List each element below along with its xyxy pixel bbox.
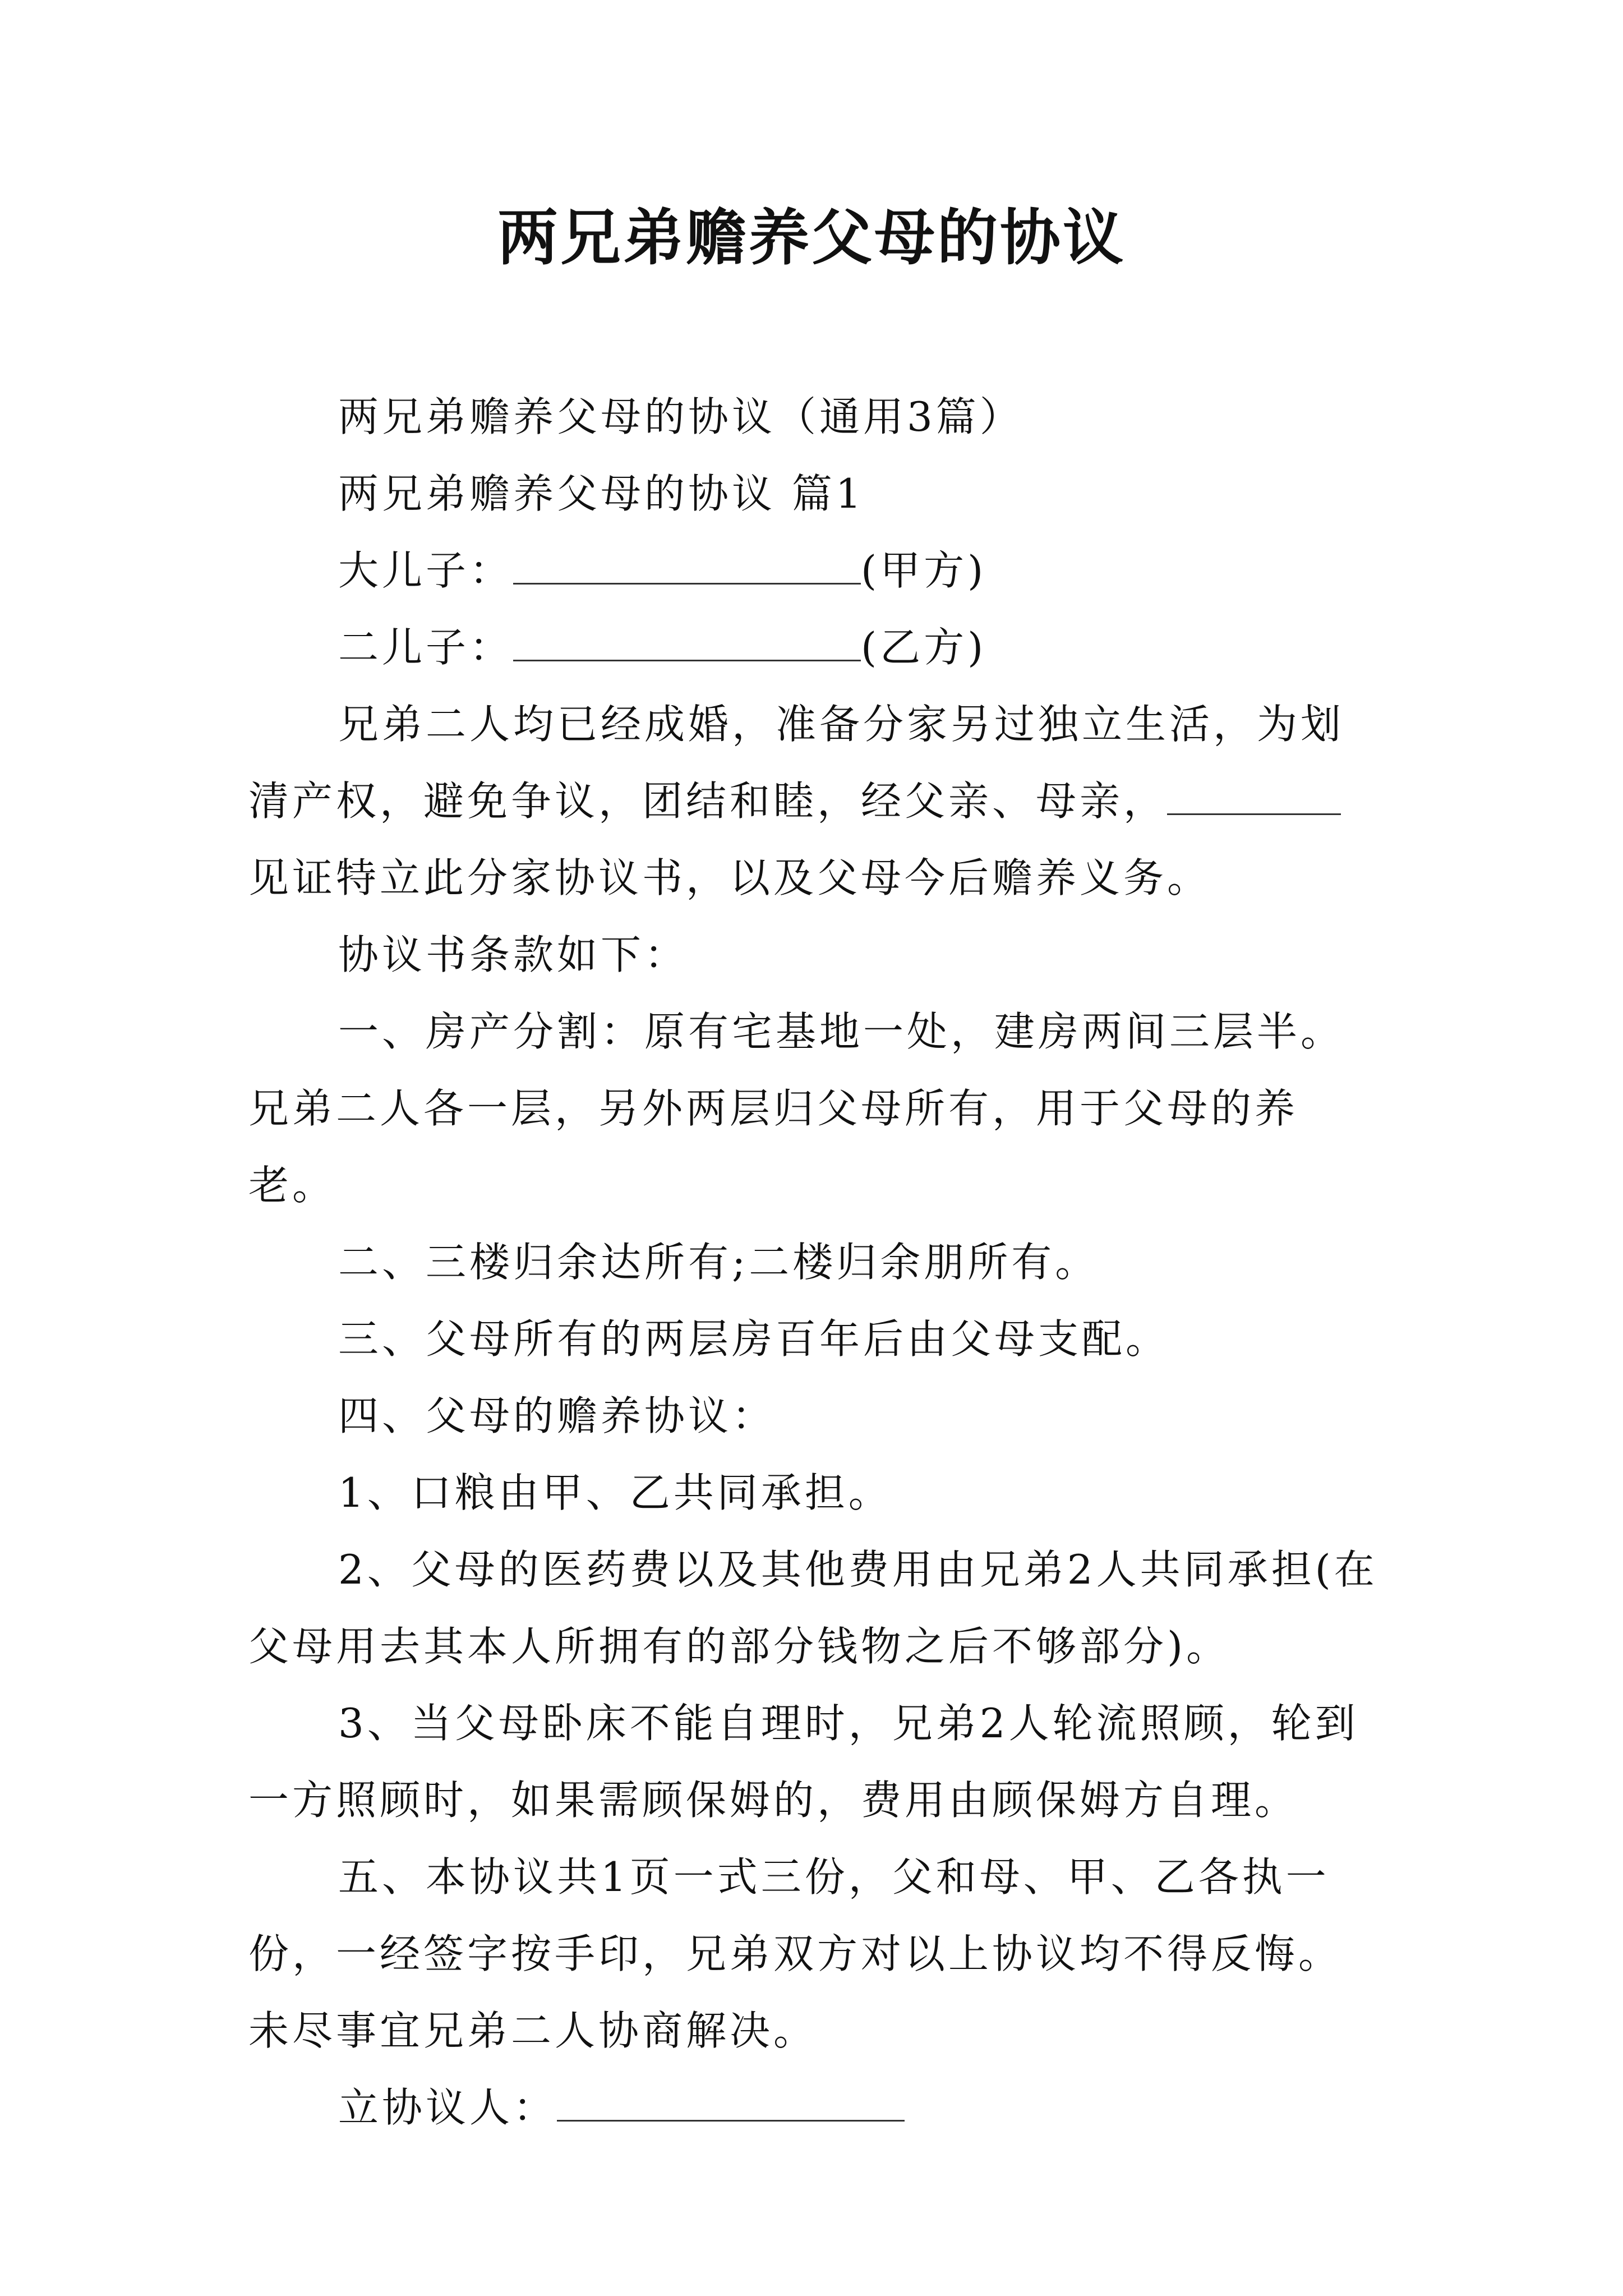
- younger-son-name-blank: [513, 619, 861, 661]
- signer-label: 立协议人：: [338, 2084, 557, 2131]
- clauses-intro: 协议书条款如下：: [338, 931, 689, 978]
- document-title: 两兄弟赡养父母的协议: [497, 203, 1126, 273]
- document-body: [248, 379, 1381, 2146]
- intro-paragraph: [248, 686, 1381, 917]
- clause-5: 五、本协议共1页一式三份，父和母、甲、乙各执一份，一经签字按手印，兄弟双方对以上协议均不得反悔。未尽事宜兄弟二人协商解决。: [248, 1853, 1343, 2054]
- younger-son-line: [248, 609, 1381, 686]
- younger-son-role: (乙方): [861, 624, 987, 671]
- clause-4-2: 2、父母的医药费以及其他费用由兄弟2人共同承担(在父母用去其本人所拥有的部分钱物之后不够部分)。: [248, 1546, 1378, 1670]
- clause-4-3: 3、当父母卧床不能自理时，兄弟2人轮流照顾，轮到一方照顾时，如果需顾保姆的，费用由顾保姆方自理。: [248, 1700, 1359, 1824]
- clause-4: 四、父母的赡养协议：: [338, 1392, 776, 1439]
- elder-son-line: [248, 532, 1381, 609]
- intro-text-part2: 见证特立此分家协议书，以及父母今后赡养义务。: [248, 854, 1211, 901]
- document-subtitle: 两兄弟赡养父母的协议（通用3篇）: [338, 393, 1023, 440]
- clause-4-1: 1、口粮由甲、乙共同承担。: [338, 1469, 892, 1516]
- clause-2: 二、三楼归余达所有;二楼归余朋所有。: [338, 1239, 1099, 1286]
- elder-son-role: (甲方): [861, 547, 987, 594]
- intro-text-part1: 兄弟二人均已经成婚，准备分家另过独立生活，为划清产权，避免争议，团结和睦，经父亲、母亲，: [248, 701, 1345, 825]
- section-heading: 两兄弟赡养父母的协议 篇1: [338, 470, 865, 517]
- signer-blank: [557, 2079, 905, 2122]
- clause-3: 三、父母所有的两层房百年后由父母支配。: [338, 1315, 1170, 1363]
- elder-son-label: 大儿子：: [338, 547, 514, 594]
- signer-line: [248, 2069, 1381, 2146]
- younger-son-label: 二儿子：: [338, 624, 514, 671]
- clause-1: 一、房产分割：原有宅基地一处，建房两间三层半。兄弟二人各一层，另外两层归父母所有，用于父母的养老。: [248, 1008, 1345, 1209]
- witness-blank: [1167, 773, 1341, 815]
- elder-son-name-blank: [513, 542, 861, 585]
